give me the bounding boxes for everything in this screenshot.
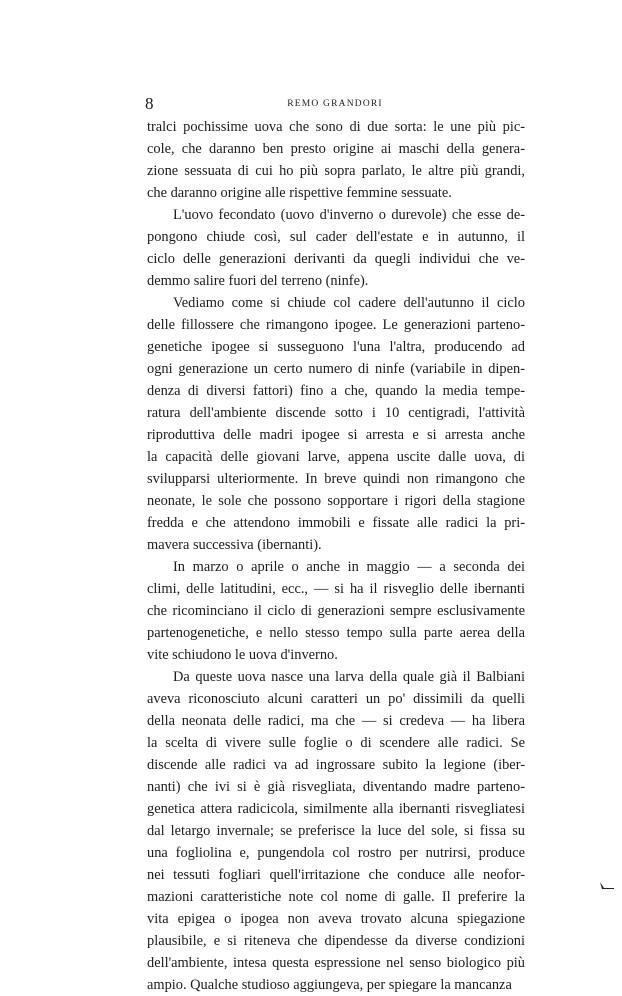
text-line: genetiche ipogee si susseguono l'una l'altra, producendo ad — [147, 339, 525, 355]
text-line: denza di diversi fattori) fino a che, quando la media tempe- — [147, 383, 525, 399]
text-line: ogni generazione un certo numero di ninfe (variabile in dipen- — [147, 361, 525, 377]
text-line: neonate, le sole che possono sopportare i rigori della stagione — [147, 493, 525, 509]
paragraph — [147, 666, 525, 996]
text-line: demmo salire fuori del terreno (ninfe). — [147, 273, 369, 289]
text-line: la capacità delle giovani larve, appena uscite dalle uova, di — [147, 449, 525, 465]
text-line: vita epigea o ipogea non aveva trovato alcuna spiegazione — [147, 911, 525, 927]
text-line: nanti) che ivi si è già risvegliata, diventando madre parteno- — [147, 779, 525, 795]
text-line: della neonata delle radici, ma che — si credeva — ha libera — [147, 713, 525, 729]
paragraph — [147, 292, 525, 556]
text-line: pongono chiude così, sul cader dell'estate e in autunno, il — [147, 229, 525, 245]
text-line: genetica attera radicicola, similmente alla ibernanti risvegliatesi — [147, 801, 525, 817]
text-line: ratura dell'ambiente discende sotto i 10 centigradi, l'attività — [147, 405, 525, 421]
text-line: Da queste uova nasce una larva della quale già il Balbiani — [173, 669, 525, 685]
text-line: riproduttiva delle madri ipogee si arresta e si arresta anche — [147, 427, 525, 443]
body-text — [147, 116, 525, 996]
text-line: cole, che daranno ben presto origine ai maschi della genera- — [147, 141, 525, 157]
text-line: una fogliolina e, pungendola col rostro per nutrirsi, produce — [147, 845, 525, 861]
text-line: zione sessuata di cui ho più sopra parlato, le altre più grandi, — [147, 163, 525, 179]
text-line: tralci pochissime uova che sono di due sorta: le une più pic- — [147, 119, 525, 135]
text-line: mavera successiva (ibernanti). — [147, 537, 322, 553]
text-line: delle fillossere che rimangono ipogee. Le generazioni parteno- — [147, 317, 525, 333]
text-line: ampio. Qualche studioso aggiungeva, per spiegare la mancanza — [147, 977, 512, 993]
text-line: L'uovo fecondato (uovo d'inverno o durevole) che esse de- — [173, 207, 525, 223]
text-line: plausibile, e si riteneva che dipendesse da diverse condizioni — [147, 933, 525, 949]
text-line: aveva riconosciuto alcuni caratteri un po' dissimili da quelli — [147, 691, 525, 707]
text-line: discende alle radici va ad ingrossare subito la legione (iber- — [147, 757, 525, 773]
text-line: dell'ambiente, intesa questa espressione nel senso biologico più — [147, 955, 525, 971]
text-line: fredda e che attendono immobili e fissate alle radici la pri- — [147, 515, 525, 531]
text-line: ciclo delle generazioni derivanti da quegli individui che ve- — [147, 251, 525, 267]
text-line: la scelta di vivere sulle foglie o di scendere alle radici. Se — [147, 735, 525, 751]
paragraph — [147, 204, 525, 292]
text-line: climi, delle latitudini, ecc., — si ha il risveglio delle ibernanti — [147, 581, 525, 597]
text-line: vite schiudono le uova d'inverno. — [147, 647, 338, 663]
page-header — [145, 94, 525, 114]
text-line: partenogenetiche, e nello stesso tempo sulla parte aerea della — [147, 625, 525, 641]
text-line: svilupparsi ulteriormente. In breve quindi non rimangono che — [147, 471, 525, 487]
text-line: che ricominciano il ciclo di generazioni sempre esclusivamente — [147, 603, 525, 619]
text-line: mazioni caratteristiche note col nome di galle. Il preferire la — [147, 889, 525, 905]
paragraph — [147, 556, 525, 666]
running-head: REMO GRANDORI — [287, 99, 383, 109]
page-number: 8 — [145, 94, 154, 113]
text-line: che daranno origine alle rispettive femmine sessuate. — [147, 185, 452, 201]
paragraph — [147, 116, 525, 204]
text-line: In marzo o aprile o anche in maggio — a seconda dei — [173, 559, 525, 575]
page-corner-mark — [596, 880, 616, 890]
text-line: Vediamo come si chiude col cadere dell'autunno il ciclo — [173, 295, 525, 311]
text-line: dal letargo invernale; se preferisce la luce del sole, si fissa su — [147, 823, 525, 839]
text-line: nei tessuti fogliari quell'irritazione che conduce alle neofor- — [147, 867, 525, 883]
